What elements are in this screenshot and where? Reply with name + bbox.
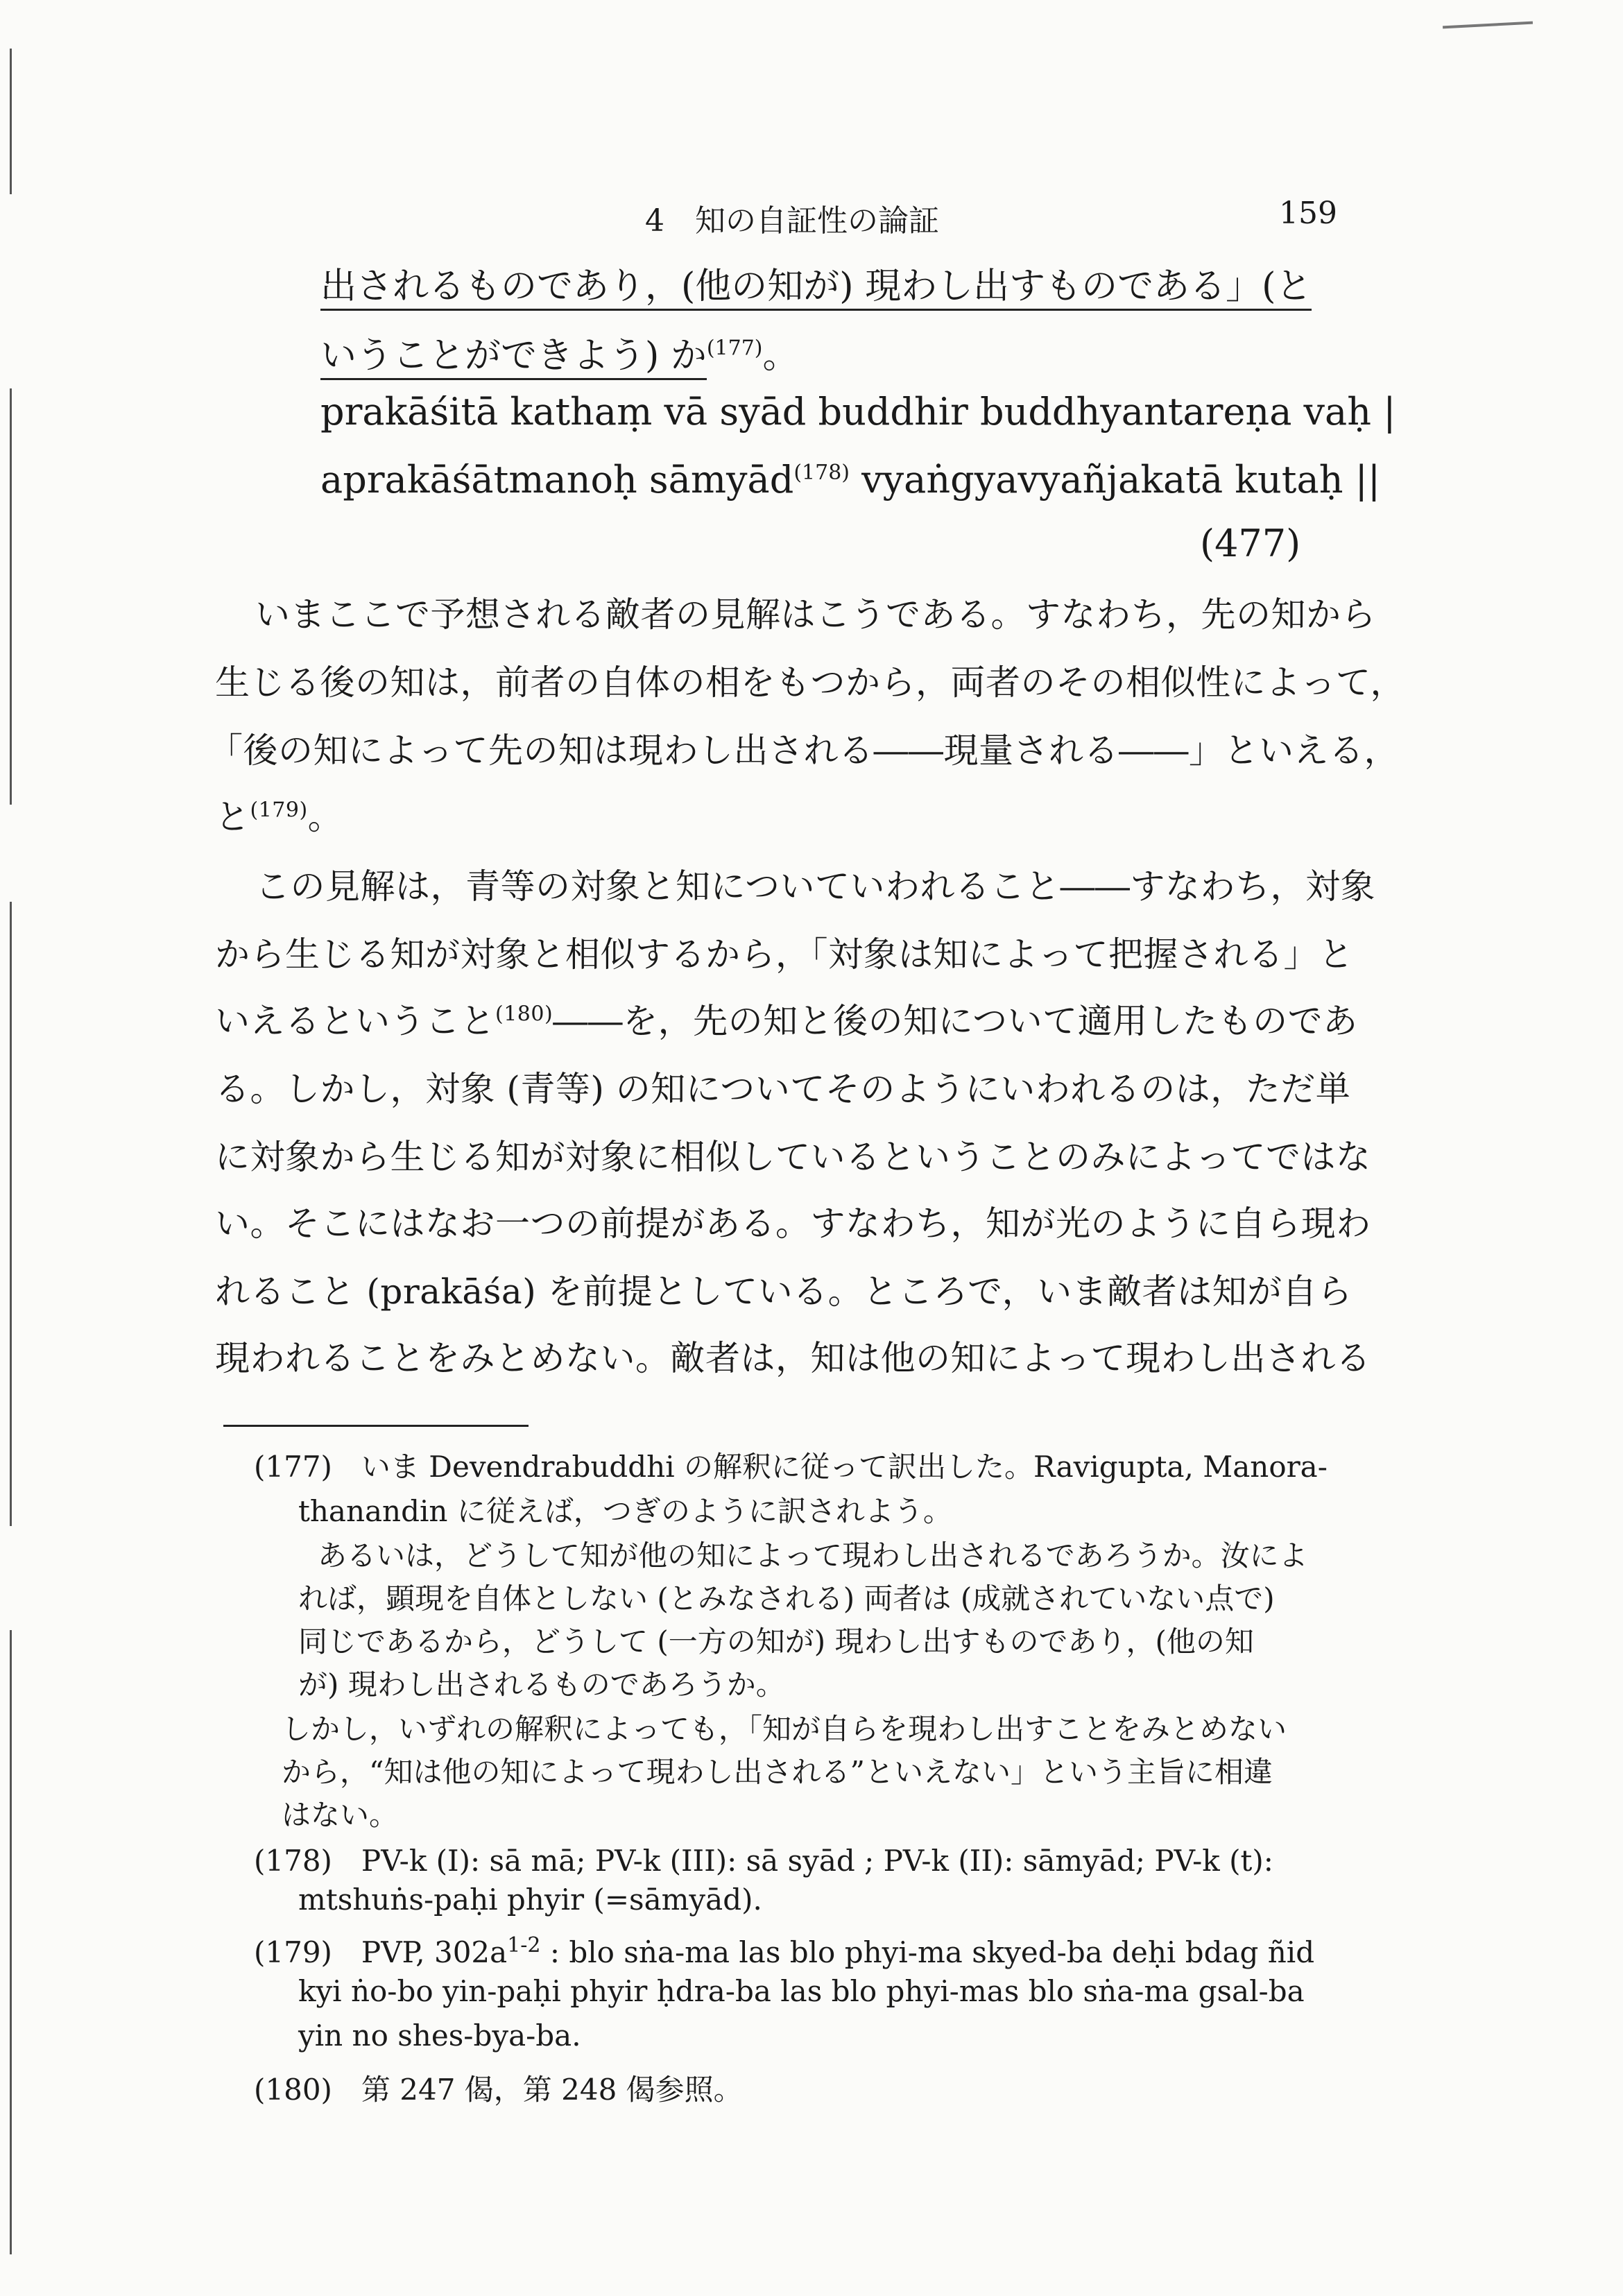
footnote-178: (178) PV-k (I): sā mā; PV-k (III): sā syād ; PV-k (II): sāmyād; PV-k (t): [254, 1844, 1273, 1878]
footnote-177-quote: が) 現わし出されるものであろうか。 [298, 1668, 785, 1702]
footnote-177-tail: から，“知は他の知によって現わし出される”といえない」という主旨に相違 [282, 1755, 1273, 1789]
scan-edge-mark [10, 388, 12, 805]
footnote-177-quote: 同じであるから，どうして (一方の知が) 現わし出すものであり，(他の知 [298, 1625, 1254, 1659]
page-number: 159 [1279, 196, 1337, 231]
sanskrit-verse-line: aprakāśātmanoḥ sāmyād$^{(178)}$ vyaṅgyavyañjakatā kutaḥ || [320, 458, 1381, 502]
footnote-177-quote: れば，顕現を自体としない (とみなされる) 両者は (成就されていない点で) [298, 1582, 1275, 1616]
body-line: いまここで予想される敵者の見解はこうである。すなわち，先の知から [255, 594, 1376, 635]
footnote-ref: (179) [250, 798, 308, 823]
chapter-title: 4 知の自証性の論証 [645, 203, 939, 239]
body-line: れること (prakāśa) を前提としている。ところで，いま敵者は知が自ら [215, 1271, 1352, 1312]
body-line: と$^{(179)}$。 [215, 797, 343, 837]
body-line: る。しかし，対象 (青等) の知についてそのようにいわれるのは，ただ単 [215, 1069, 1351, 1109]
scan-artifact [1443, 22, 1533, 29]
footnote-ref: (177) [706, 336, 763, 361]
verse-translation-line: いうことができよう) か$^{(177)}$。 [320, 326, 799, 378]
scan-edge-mark [10, 1630, 12, 2254]
footnote-177-tail: はない。 [282, 1798, 399, 1832]
verse-number: (477) [1200, 522, 1301, 565]
footnote-179: yin no shes-bya-ba. [298, 2019, 581, 2053]
footnote-178: mtshuṅs-paḥi phyir (=sāmyād). [298, 1883, 762, 1917]
footnote-177-tail: しかし，いずれの解釈によっても，「知が自らを現わし出すことをみとめない [282, 1712, 1287, 1746]
footnote-rule [223, 1425, 529, 1427]
footnote-177: (177) いま Devendrabuddhi の解釈に従って訳出した。Ravigupta, Manora- [254, 1450, 1328, 1484]
footnote-177-quote: あるいは，どうして知が他の知によって現わし出されるであろうか。汝によ [318, 1539, 1308, 1573]
footnote-180: (180) 第 247 偈，第 248 偈参照。 [254, 2073, 743, 2107]
footnote-ref: (178) [793, 461, 850, 485]
body-line: この見解は，青等の対象と知についていわれること――すなわち，対象 [255, 866, 1375, 907]
scan-edge-mark [10, 49, 12, 194]
scan-edge-mark [10, 902, 12, 1526]
footnote-177: thanandin に従えば，つぎのように訳されよう。 [298, 1494, 952, 1528]
body-line: 生じる後の知は，前者の自体の相をもつから，両者のその相似性によって， [215, 662, 1405, 703]
verse-translation-line: 出されるものであり，(他の知が) 現わし出すものである」(と [320, 257, 1312, 309]
body-line: から生じる知が対象と相似するから，「対象は知によって把握される」と [215, 934, 1354, 975]
body-line: 「後の知によって先の知は現わし出される――現量される――」といえる， [208, 730, 1399, 771]
body-line: い。そこにはなお一つの前提がある。すなわち，知が光のように自ら現わ [215, 1203, 1371, 1244]
footnote-179: kyi ṅo-bo yin-paḥi phyir ḥdra-ba las blo phyi-mas blo sṅa-ma gsal-ba [298, 1974, 1305, 2008]
footnote-ref: (180) [495, 1002, 553, 1027]
sanskrit-verse-line: prakāśitā kathaṃ vā syād buddhir buddhyantareṇa vaḥ | [320, 390, 1396, 434]
body-line: いえるということ$^{(180)}$――を，先の知と後の知について適用したものであ [215, 1001, 1358, 1041]
footnote-179: (179) PVP, $302a^{1-2}$ : blo sṅa-ma las blo phyi-ma skyed-ba deḥi bdag ñid [254, 1933, 1315, 1969]
body-line: に対象から生じる知が対象に相似しているということのみによってではな [215, 1137, 1371, 1177]
body-line: 現われることをみとめない。敵者は，知は他の知によって現わし出される [215, 1338, 1371, 1378]
